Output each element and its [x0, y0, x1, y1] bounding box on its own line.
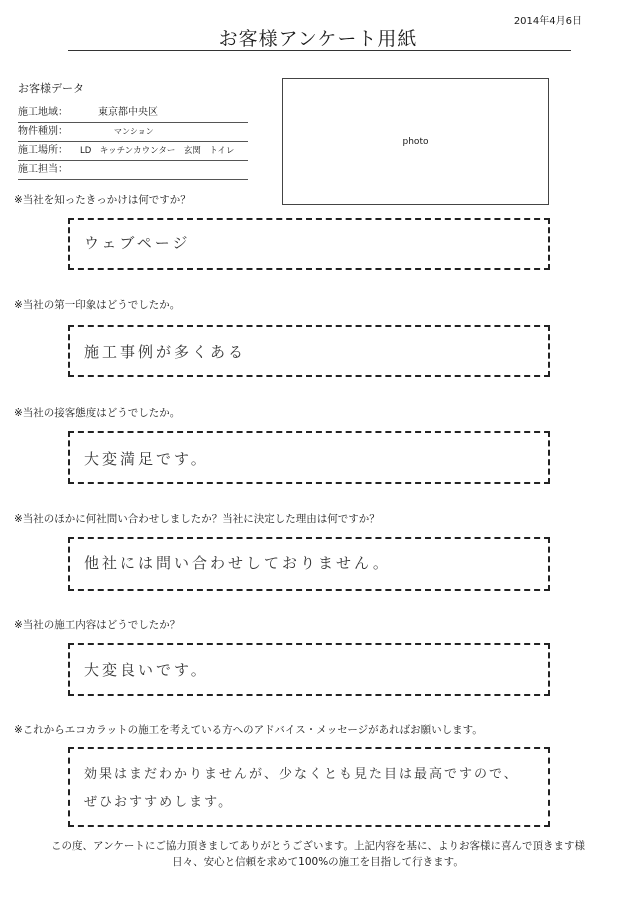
answer-6-line-2: ぜひおすすめします。	[84, 795, 234, 810]
answer-box-1	[68, 218, 550, 270]
photo-placeholder	[282, 78, 549, 205]
closing-message	[0, 838, 636, 870]
answer-box-3	[68, 431, 550, 484]
page-title: お客様アンケート用紙	[218, 28, 418, 50]
answer-3: 大変満足です。	[84, 450, 209, 468]
photo-label: photo	[402, 136, 429, 147]
property-type-label: 物件種別：	[18, 126, 68, 137]
property-type-row	[18, 123, 248, 142]
question-5: ※当社の施工内容はどうでしたか？	[14, 619, 181, 631]
answer-box-5	[68, 643, 550, 696]
property-type-value: マンション	[114, 127, 154, 136]
construction-staff-label: 施工担当：	[18, 164, 68, 175]
title-underline	[68, 50, 571, 51]
closing-message-line-1: この度、アンケートにご協力頂きましてありがとうございます。上記内容を基に、よりお客様に喜んで頂きます様	[50, 840, 586, 852]
answer-box-2	[68, 325, 550, 377]
answer-1: ウェブページ	[84, 234, 191, 252]
construction-area-row	[18, 104, 248, 123]
question-6: ※これからエコカラットの施工を考えている方へのアドバイス・メッセージがあればお願いします。	[14, 724, 483, 736]
survey-date: 2014年4月6日	[513, 16, 582, 27]
question-1: ※当社を知ったきっかけは何ですか？	[14, 194, 191, 206]
closing-message-line-2: 日々、安心と信頼を求めて100%の施工を目指して行きます。	[172, 856, 464, 868]
question-2: ※当社の第一印象はどうでしたか。	[14, 299, 181, 311]
construction-staff-row	[18, 161, 248, 180]
customer-data-heading: お客様データ	[18, 82, 84, 95]
answer-4: 他社には問い合わせしておりません。	[84, 554, 391, 572]
construction-area-label: 施工地域：	[18, 107, 68, 118]
answer-box-4	[68, 537, 550, 591]
construction-place-label: 施工場所：	[18, 145, 68, 156]
construction-place-value: LD キッチンカウンター 玄関 トイレ	[80, 146, 235, 156]
construction-area-value: 東京都中央区	[98, 107, 158, 118]
construction-place-row	[18, 142, 248, 161]
answer-2: 施工事例が多くある	[84, 343, 247, 361]
question-4: ※当社のほかに何社問い合わせしましたか？当社に決定した理由は何ですか？	[14, 513, 380, 525]
answer-box-6	[68, 747, 550, 827]
question-3: ※当社の接客態度はどうでしたか。	[14, 407, 181, 419]
answer-6-line-1: 効果はまだわかりませんが、少なくとも見た目は最高ですので、	[84, 767, 519, 782]
answer-5: 大変良いです。	[84, 661, 209, 679]
